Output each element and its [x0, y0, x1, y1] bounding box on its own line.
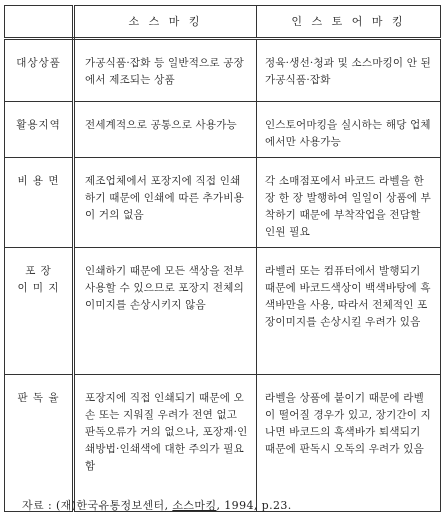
source-title: 소스마킹	[172, 499, 217, 512]
cell-text: 가공식품·잡화 등 일반적으로 공장에서 제조되는 상품	[85, 57, 244, 86]
comparison-table	[4, 5, 441, 512]
row-label-text: 대상상품	[16, 57, 61, 69]
table-row	[5, 102, 441, 158]
row-label	[5, 375, 74, 512]
cell-text: 정육·생선·청과 및 소스마킹이 안 된 가공식품·잡화	[265, 57, 432, 86]
cell-text: 라벨을 상품에 붙이기 때문에 라벨이 떨어질 경우가 있고, 장기간이 지나면 바코드의 흑색바가 퇴색되기 때문에 판독시 오독의 우려가 있음	[265, 392, 432, 455]
source-marking-cell	[74, 158, 257, 248]
row-label-text: 포 장 이 미 지	[17, 265, 60, 294]
cell-text: 인쇄하기 때문에 모든 색상을 전부 사용할 수 있으므로 포장지 전체의 이미지를 손상시키지 않음	[85, 265, 244, 311]
row-label	[5, 102, 74, 158]
source-marking-cell	[74, 39, 257, 102]
instore-marking-cell	[257, 158, 441, 248]
table-row	[5, 248, 441, 375]
cell-text: 라벨러 또는 컴퓨터에서 발행되기 때문에 바코드색상이 백색바탕에 흑색바만을 사용, 따라서 전체적인 포장이미지를 손상시킬 우려가 있음	[265, 265, 431, 328]
row-label	[5, 39, 74, 102]
instore-marking-cell	[257, 248, 441, 375]
table-row	[5, 39, 441, 102]
source-suffix: , 1994, p.23.	[216, 499, 292, 512]
cell-text: 제조업체에서 포장지에 직접 인쇄하기 때문에 인쇄에 따른 추가비용이 거의 없음	[85, 175, 244, 221]
instore-marking-cell	[257, 102, 441, 158]
instore-marking-cell	[257, 39, 441, 102]
source-prefix: 자료 : (재)한국유통정보센터,	[22, 499, 173, 512]
comparison-table-frame	[4, 5, 440, 491]
header-corner-cell	[5, 6, 74, 39]
table-row	[5, 158, 441, 248]
header-instore-marking: 인 스 토 어 마 킹	[257, 6, 441, 39]
source-citation	[22, 497, 292, 513]
cell-text: 전세계적으로 공통으로 사용가능	[85, 119, 237, 131]
cell-text: 인스토어마킹을 실시하는 해당 업체에서만 사용가능	[265, 119, 431, 148]
row-label-text: 판 독 율	[17, 392, 60, 404]
table-row	[5, 375, 441, 512]
cell-text: 포장지에 직접 인쇄되기 때문에 오손 또는 지워질 우려가 전연 없고 판독오류가 거의 없으나, 포장재·인쇄방법·인쇄색에 대한 주의가 필요함	[85, 392, 248, 472]
row-label-text: 비 용 면	[17, 175, 60, 187]
header-source-marking: 소 스 마 킹	[74, 6, 257, 39]
header-row	[5, 6, 441, 39]
source-marking-cell	[74, 102, 257, 158]
row-label	[5, 158, 74, 248]
row-label	[5, 248, 74, 375]
instore-marking-cell	[257, 375, 441, 512]
cell-text: 각 소매점포에서 바코드 라벨을 한 장 한 장 발행하여 일일이 상품에 부착하기 때문에 부착작업을 전담할 인원 필요	[265, 175, 432, 238]
source-marking-cell	[74, 375, 257, 512]
row-label-text: 활용지역	[16, 119, 61, 131]
source-marking-cell	[74, 248, 257, 375]
